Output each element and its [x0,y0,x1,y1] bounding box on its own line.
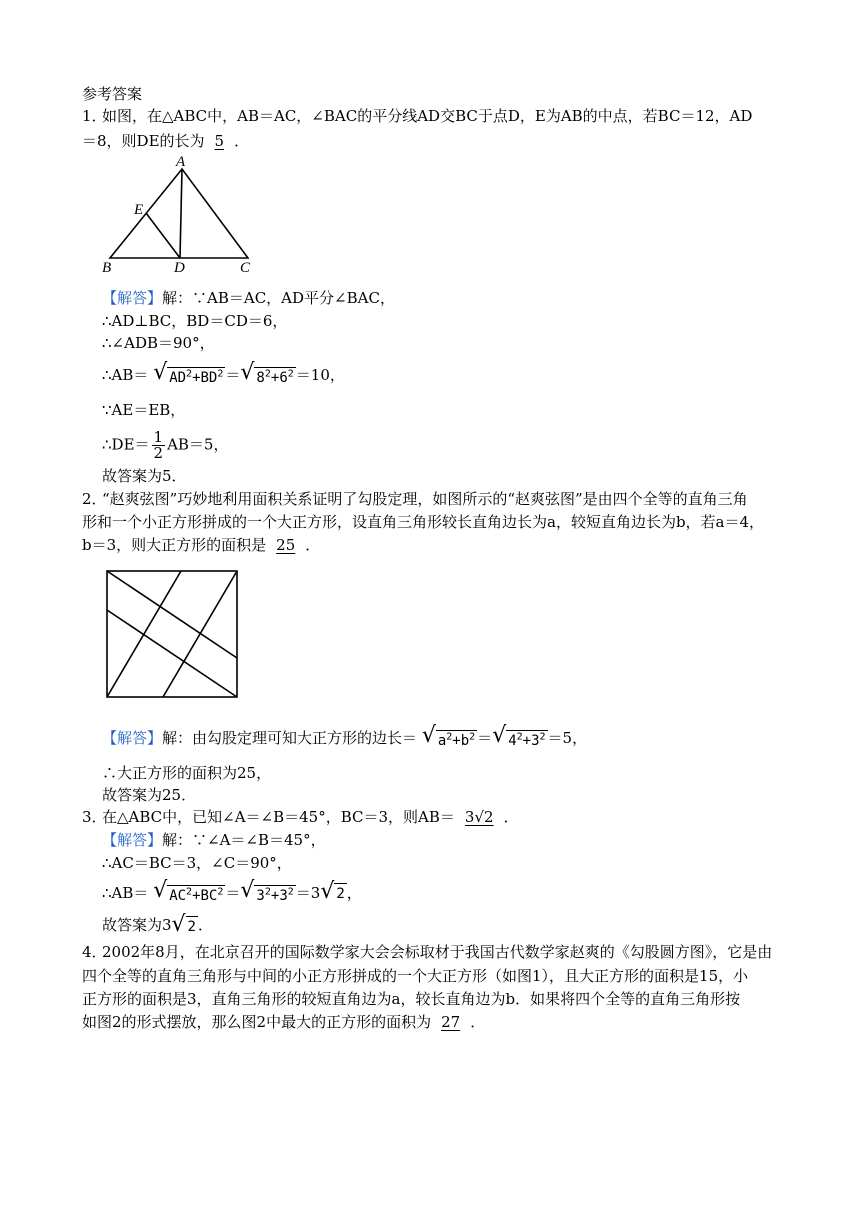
problem-text: 在△ABC中，已知∠A＝∠B＝45°，BC＝3，则AB＝ 3√2 ． [102,808,519,826]
problem-text: b＝3，则大正方形的面积是 25 ． [82,536,321,554]
sqrt-expression: √ $AD^2+BD^2$ [153,360,224,386]
label-C: C [240,260,251,276]
problem-text: “赵爽弦图”巧妙地利用面积关系证明了勾股定理，如图所示的“赵爽弦图”是由四个全等的直角三角 [102,490,748,508]
problem-text: 正方形的面积是3，直角三角形的较短直角边为a，较长直角边为b．如果将四个全等的直角三角形按 [82,990,741,1008]
problem-text: ＝8，则DE的长为 5 ． [82,132,250,150]
sqrt-expression: √ $4^2+3^2$ [492,723,546,749]
answer-blank: 25 [276,536,296,554]
solution-line: 故答案为5． [102,467,187,485]
label-D: D [174,260,185,276]
problem-text: 如图2的形式摆放，那么图2中最大的正方形的面积为 27 ． [82,1013,486,1031]
problem-number: 3． [82,808,107,826]
heading: 参考答案 [82,85,143,103]
problem-number: 4． [82,943,107,961]
answer-blank: 5 [214,132,225,150]
label-E: E [134,202,144,218]
solution-line: ∴∠ADB＝90°， [102,334,215,352]
solution-line: 故答案为25． [102,786,197,804]
solution-line: ∴AB＝ √ $AC^2+BC^2$ ＝ √ $3^2+3^2 =3$ √ 2 ， [102,878,362,905]
sqrt-expression: √ 2 [171,911,196,937]
sqrt-expression: √ $3^2+3^2$ [240,878,294,904]
solution-line: ∵AE＝EB， [102,401,186,419]
problem-text: 2002年8月，在北京召开的国际数学家大会会标取材于我国古代数学家赵爽的《勾股圆方图》，它是由 [102,943,773,961]
solution-line: 故答案为3 √ 2 ． [102,911,213,937]
solution-line: 【解答】解：由勾股定理可知大正方形的边长＝ √ $a^2+b^2$ ＝ √ $4^2+3^2 =5$， [102,723,588,749]
solution-line: ∴AC＝BC＝3，∠C＝90°， [102,854,292,872]
solution-line: 【解答】解：∵∠A＝∠B＝45°， [102,831,326,849]
solution-line: ∴DE＝ $\frac{1}{2}$ AB＝5， [102,428,229,462]
answer-blank: 3√2 [464,808,494,826]
label-B: B [102,260,112,276]
answer-blank: 27 [441,1013,461,1031]
solution-tag: 【解答】 [102,728,163,747]
problem-text: 形和一个小正方形拼成的一个大正方形，设直角三角形较长直角边长为a，较短直角边长为b，若a＝4， [82,513,765,531]
problem-text: 如图，在△ABC中，AB＝AC，∠BAC的平分线AD交BC于点D，E为AB的中点，若BC＝12，AD [102,107,753,125]
solution-line: ∴AD⊥BC，BD＝CD＝6， [102,312,288,330]
label-A: A [176,154,186,170]
zhao-shuang-figure [102,566,242,702]
solution-tag: 【解答】 [102,831,163,849]
solution-tag: 【解答】 [102,289,163,307]
problem-number: 2． [82,490,107,508]
fraction: $\frac{1}{2}$ [153,428,164,462]
triangle-figure [98,152,258,277]
problem-text: 四个全等的直角三角形与中间的小正方形拼成的一个大正方形（如图1），且大正方形的面积是15，小 [82,967,749,985]
sqrt-expression: √ $8^2+6^2$ [240,360,294,386]
sqrt-expression: √ 2 [320,879,345,905]
sqrt-expression: √ $AC^2+BC^2$ [153,878,224,904]
solution-line: 【解答】解：∵AB＝AC，AD平分∠BAC， [102,289,395,307]
solution-line: ∴大正方形的面积为25， [102,764,272,782]
solution-line: ∴AB＝ √ $AD^2+BD^2$ ＝ √ $8^2+6^2 =10$， [102,360,345,386]
problem-number: 1． [82,107,107,125]
sqrt-expression: √ $a^2+b^2$ [421,723,476,749]
